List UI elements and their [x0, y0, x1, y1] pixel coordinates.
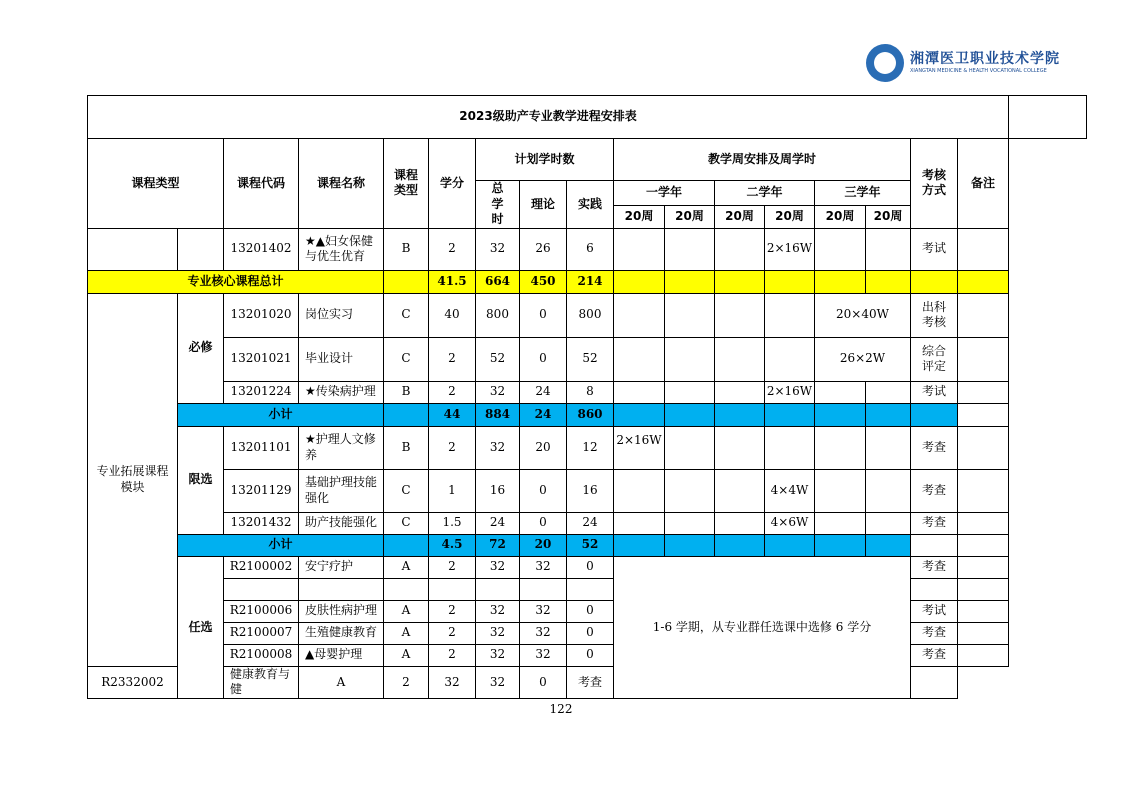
empty-cell — [476, 578, 520, 600]
empty-cell — [614, 534, 665, 556]
empty-cell — [765, 534, 815, 556]
empty-cell — [614, 512, 665, 534]
empty-cell — [866, 426, 911, 469]
header-week: 20周 — [866, 206, 911, 228]
empty-cell — [958, 578, 1009, 600]
table-row — [88, 293, 1087, 337]
course-total-hours: 32 — [476, 381, 520, 403]
empty-cell — [665, 403, 715, 426]
header-practice: 实践 — [567, 181, 614, 229]
course-practice-hours: 6 — [567, 228, 614, 270]
empty-cell — [866, 381, 911, 403]
course-category: A — [299, 666, 384, 698]
course-practice-hours: 24 — [567, 512, 614, 534]
empty-cell — [614, 228, 665, 270]
course-theory-hours: 20 — [520, 426, 567, 469]
course-credits: 2 — [429, 644, 476, 666]
header-week: 20周 — [665, 206, 715, 228]
subtotal-label: 小计 — [178, 403, 384, 426]
header-week: 20周 — [765, 206, 815, 228]
empty-cell — [665, 293, 715, 337]
empty-cell — [429, 578, 476, 600]
empty-cell — [866, 228, 911, 270]
course-assessment: 考试 — [911, 600, 958, 622]
course-category: C — [384, 337, 429, 381]
course-practice-hours: 0 — [520, 666, 567, 698]
course-credits: 2 — [429, 600, 476, 622]
empty-cell — [520, 578, 567, 600]
course-assessment: 考查 — [911, 512, 958, 534]
course-practice-hours: 0 — [567, 556, 614, 578]
course-name: 安宁疗护 — [299, 556, 384, 578]
course-category: C — [384, 469, 429, 512]
empty-cell — [958, 293, 1009, 337]
empty-cell — [665, 426, 715, 469]
empty-cell — [178, 228, 224, 270]
title-blank — [1009, 96, 1087, 139]
empty-cell — [958, 600, 1009, 622]
course-code: 13201021 — [224, 337, 299, 381]
empty-cell — [958, 534, 1009, 556]
course-practice-hours: 8 — [567, 381, 614, 403]
course-practice-hours: 800 — [567, 293, 614, 337]
table-row — [88, 666, 1087, 698]
header-theory: 理论 — [520, 181, 567, 229]
course-total-hours: 32 — [476, 426, 520, 469]
empty-cell — [815, 403, 866, 426]
subtotal-practice: 860 — [567, 403, 614, 426]
week-schedule: 26×2W — [815, 337, 911, 381]
empty-cell — [958, 469, 1009, 512]
course-code: 13201432 — [224, 512, 299, 534]
course-credits: 2 — [429, 381, 476, 403]
week-schedule: 2×16W — [614, 426, 665, 469]
college-logo — [866, 44, 1060, 86]
empty-cell — [88, 228, 178, 270]
empty-cell — [715, 293, 765, 337]
course-total-hours: 32 — [476, 556, 520, 578]
course-code: R2332002 — [88, 666, 178, 698]
empty-cell — [866, 512, 911, 534]
course-assessment: 考查 — [911, 622, 958, 644]
empty-cell — [665, 228, 715, 270]
course-credits: 2 — [429, 622, 476, 644]
table-row — [88, 381, 1087, 403]
empty-cell — [958, 270, 1009, 293]
subtotal-row — [88, 534, 1087, 556]
course-code: R2100002 — [224, 556, 299, 578]
course-code: 13201402 — [224, 228, 299, 270]
course-theory-hours: 32 — [520, 622, 567, 644]
empty-cell — [958, 622, 1009, 644]
header-total-hours: 总学时 — [476, 181, 520, 229]
header-remarks: 备注 — [958, 139, 1009, 229]
course-name: 基础护理技能强化 — [299, 469, 384, 512]
course-total-hours: 16 — [476, 469, 520, 512]
subtotal-credits: 4.5 — [429, 534, 476, 556]
course-total-hours: 800 — [476, 293, 520, 337]
course-theory-hours: 0 — [520, 512, 567, 534]
course-category: A — [384, 644, 429, 666]
header-planned-hours: 计划学时数 — [476, 139, 614, 181]
elective-label: 任选 — [178, 556, 224, 698]
course-practice-hours: 16 — [567, 469, 614, 512]
empty-cell — [765, 270, 815, 293]
empty-cell — [958, 556, 1009, 578]
course-theory-hours: 0 — [520, 469, 567, 512]
course-code: R2100008 — [224, 644, 299, 666]
empty-cell — [715, 426, 765, 469]
course-category: A — [384, 600, 429, 622]
course-name: 助产技能强化 — [299, 512, 384, 534]
limited-label: 限选 — [178, 426, 224, 534]
course-name: 皮肤性病护理 — [299, 600, 384, 622]
week-schedule: 4×4W — [765, 469, 815, 512]
empty-cell — [958, 337, 1009, 381]
header-course-type: 课程类型 — [88, 139, 224, 229]
course-theory-hours: 32 — [520, 556, 567, 578]
empty-cell — [958, 228, 1009, 270]
header-week: 20周 — [715, 206, 765, 228]
course-theory-hours: 0 — [520, 337, 567, 381]
empty-cell — [614, 337, 665, 381]
course-total-hours: 32 — [476, 228, 520, 270]
course-theory-hours: 32 — [476, 666, 520, 698]
course-total-hours: 32 — [476, 622, 520, 644]
subtotal-hours: 72 — [476, 534, 520, 556]
empty-cell — [384, 270, 429, 293]
empty-cell — [299, 578, 384, 600]
core-total-theory: 450 — [520, 270, 567, 293]
empty-cell — [958, 426, 1009, 469]
course-theory-hours: 0 — [520, 293, 567, 337]
course-code: R2100006 — [224, 600, 299, 622]
course-practice-hours: 0 — [567, 600, 614, 622]
course-code: 13201101 — [224, 426, 299, 469]
empty-cell — [958, 381, 1009, 403]
empty-cell — [665, 469, 715, 512]
course-total-hours: 52 — [476, 337, 520, 381]
header-year1: 一学年 — [614, 181, 715, 206]
course-assessment: 考查 — [911, 426, 958, 469]
empty-cell — [815, 469, 866, 512]
empty-cell — [715, 270, 765, 293]
table-row — [88, 578, 1087, 600]
course-total-hours: 32 — [476, 600, 520, 622]
empty-cell — [614, 403, 665, 426]
table-row — [88, 228, 1087, 270]
course-practice-hours: 52 — [567, 337, 614, 381]
header-course-name: 课程名称 — [299, 139, 384, 229]
empty-cell — [665, 512, 715, 534]
empty-cell — [614, 293, 665, 337]
course-credits: 2 — [429, 556, 476, 578]
course-name: 毕业设计 — [299, 337, 384, 381]
header-course-category: 课程类型 — [384, 139, 429, 229]
course-credits: 2 — [429, 426, 476, 469]
subtotal-theory: 20 — [520, 534, 567, 556]
college-english-name: XIANGTAN MEDICINE & HEALTH VOCATIONAL COLLEGE — [910, 68, 1047, 74]
header-credits: 学分 — [429, 139, 476, 229]
week-schedule: 2×16W — [765, 228, 815, 270]
week-schedule: 20×40W — [815, 293, 911, 337]
course-credits: 1.5 — [429, 512, 476, 534]
empty-cell — [765, 337, 815, 381]
empty-cell — [665, 534, 715, 556]
course-name: ★护理人文修养 — [299, 426, 384, 469]
course-assessment: 考查 — [567, 666, 614, 698]
header-year2: 二学年 — [715, 181, 815, 206]
table-row — [88, 512, 1087, 534]
empty-cell — [665, 270, 715, 293]
empty-cell — [958, 512, 1009, 534]
empty-cell — [866, 534, 911, 556]
course-theory-hours: 26 — [520, 228, 567, 270]
subtotal-hours: 884 — [476, 403, 520, 426]
empty-cell — [614, 381, 665, 403]
empty-cell — [384, 534, 429, 556]
teaching-schedule-table — [87, 95, 1087, 699]
course-credits: 2 — [384, 666, 429, 698]
course-name: ▲母婴护理 — [299, 644, 384, 666]
empty-cell — [958, 403, 1009, 426]
course-name: ★传染病护理 — [299, 381, 384, 403]
empty-cell — [614, 270, 665, 293]
empty-cell — [224, 578, 299, 600]
page-number: 122 — [549, 702, 573, 716]
course-total-hours: 32 — [476, 644, 520, 666]
empty-cell — [715, 403, 765, 426]
core-total-credits: 41.5 — [429, 270, 476, 293]
course-credits: 40 — [429, 293, 476, 337]
table-row — [88, 644, 1087, 666]
empty-cell — [765, 403, 815, 426]
header-assessment: 考核方式 — [911, 139, 958, 229]
empty-cell — [815, 228, 866, 270]
course-theory-hours: 32 — [520, 644, 567, 666]
core-total-label: 专业核心课程总计 — [88, 270, 384, 293]
empty-cell — [866, 469, 911, 512]
empty-cell — [765, 293, 815, 337]
table-title: 2023级助产专业教学进程安排表 — [88, 96, 1009, 139]
module-label: 专业拓展课程模块 — [88, 293, 178, 666]
college-name: 湘潭医卫职业技术学院 — [910, 51, 1060, 67]
course-practice-hours: 0 — [567, 622, 614, 644]
course-code: 13201129 — [224, 469, 299, 512]
empty-cell — [715, 228, 765, 270]
course-category: B — [384, 228, 429, 270]
course-category: C — [384, 512, 429, 534]
subtotal-practice: 52 — [567, 534, 614, 556]
core-total-row — [88, 270, 1087, 293]
empty-cell — [715, 534, 765, 556]
empty-cell — [665, 337, 715, 381]
course-total-hours: 32 — [429, 666, 476, 698]
subtotal-row — [88, 403, 1087, 426]
empty-cell — [614, 469, 665, 512]
course-credits: 2 — [429, 337, 476, 381]
course-category: C — [384, 293, 429, 337]
header-week: 20周 — [815, 206, 866, 228]
college-emblem-icon — [866, 44, 904, 82]
core-total-practice: 214 — [567, 270, 614, 293]
course-code: R2100007 — [224, 622, 299, 644]
course-assessment: 考查 — [911, 644, 958, 666]
header-year3: 三学年 — [815, 181, 911, 206]
empty-cell — [815, 426, 866, 469]
empty-cell — [384, 403, 429, 426]
empty-cell — [815, 512, 866, 534]
course-assessment: 考试 — [911, 228, 958, 270]
empty-cell — [815, 534, 866, 556]
course-assessment: 出科考核 — [911, 293, 958, 337]
empty-cell — [911, 666, 958, 698]
week-schedule: 4×6W — [765, 512, 815, 534]
header-course-code: 课程代码 — [224, 139, 299, 229]
course-assessment: 考试 — [911, 381, 958, 403]
table-row — [88, 600, 1087, 622]
elective-note: 1-6 学期，从专业群任选课中选修 6 学分 — [614, 556, 911, 698]
empty-cell — [765, 426, 815, 469]
course-name: 生殖健康教育 — [299, 622, 384, 644]
empty-cell — [567, 578, 614, 600]
empty-cell — [866, 270, 911, 293]
empty-cell — [715, 469, 765, 512]
course-credits: 1 — [429, 469, 476, 512]
empty-cell — [866, 403, 911, 426]
subtotal-label: 小计 — [178, 534, 384, 556]
course-name: 岗位实习 — [299, 293, 384, 337]
subtotal-credits: 44 — [429, 403, 476, 426]
course-total-hours: 24 — [476, 512, 520, 534]
table-row — [88, 337, 1087, 381]
course-category: A — [384, 556, 429, 578]
course-theory-hours: 24 — [520, 381, 567, 403]
course-category: B — [384, 426, 429, 469]
empty-cell — [958, 644, 1009, 666]
course-category: B — [384, 381, 429, 403]
empty-cell — [715, 381, 765, 403]
empty-cell — [715, 337, 765, 381]
table-row — [88, 469, 1087, 512]
course-credits: 2 — [429, 228, 476, 270]
course-category: A — [384, 622, 429, 644]
subtotal-theory: 24 — [520, 403, 567, 426]
empty-cell — [715, 512, 765, 534]
course-assessment: 考查 — [911, 469, 958, 512]
course-code: 13201020 — [224, 293, 299, 337]
empty-cell — [911, 578, 958, 600]
table-row — [88, 426, 1087, 469]
week-schedule: 2×16W — [765, 381, 815, 403]
empty-cell — [384, 578, 429, 600]
course-practice-hours: 0 — [567, 644, 614, 666]
table-row — [88, 556, 1087, 578]
core-total-hours: 664 — [476, 270, 520, 293]
empty-cell — [815, 270, 866, 293]
empty-cell — [911, 403, 958, 426]
header-week: 20周 — [614, 206, 665, 228]
header-weekly-schedule: 教学周安排及周学时 — [614, 139, 911, 181]
course-assessment: 综合评定 — [911, 337, 958, 381]
empty-cell — [815, 381, 866, 403]
course-practice-hours: 12 — [567, 426, 614, 469]
course-assessment: 考查 — [911, 556, 958, 578]
course-code: 13201224 — [224, 381, 299, 403]
table-row — [88, 622, 1087, 644]
course-name: ★▲妇女保健与优生优育 — [299, 228, 384, 270]
course-theory-hours: 32 — [520, 600, 567, 622]
empty-cell — [911, 534, 958, 556]
empty-cell — [911, 270, 958, 293]
required-label: 必修 — [178, 293, 224, 403]
empty-cell — [665, 381, 715, 403]
course-name: 健康教育与健 — [224, 666, 299, 698]
